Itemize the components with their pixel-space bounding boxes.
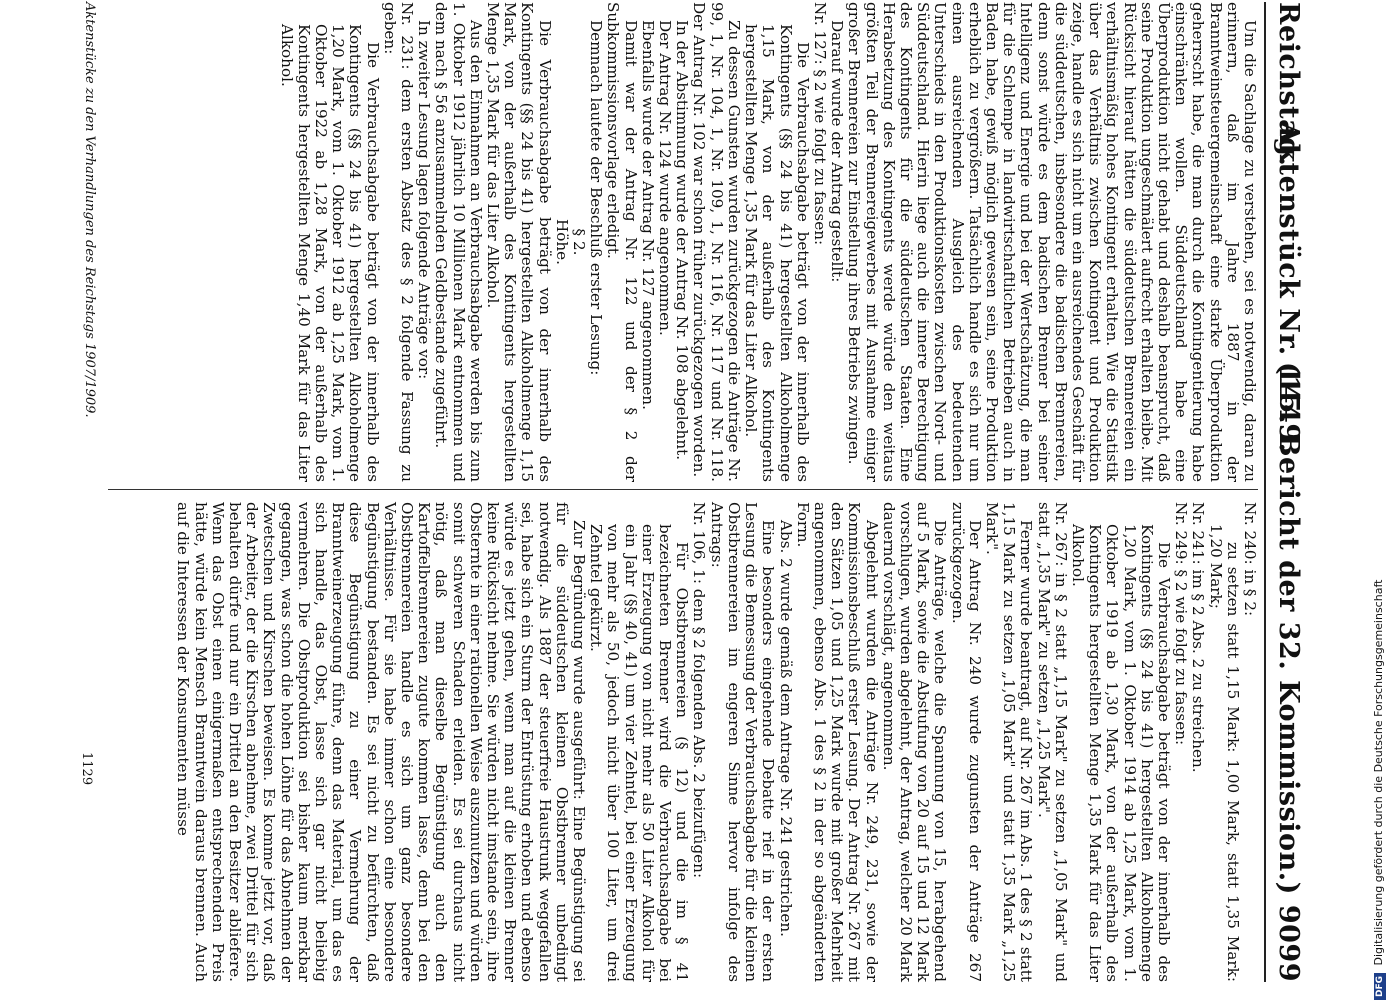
rotated-page-content — [62, 0, 1312, 1002]
paragraph: Nr. 241: im § 2 Abs. 2 zu streichen. — [1189, 502, 1208, 773]
paragraph: Nr. 249: § 2 wie folgt zu fassen: — [1172, 502, 1191, 746]
dfg-logo-icon: DFG — [1374, 973, 1386, 1000]
paragraph: Nr. 106, 1: dem § 2 folgenden Abs. 2 beizufügen: — [690, 502, 709, 879]
paragraph: In der Abstimmung wurde der Antrag Nr. 108 abgelehnt. — [673, 20, 692, 461]
section-subheading: Höhe. — [552, 219, 571, 265]
right-column — [174, 502, 1258, 982]
header-rule — [1264, 2, 1266, 982]
paragraph: Um die Sachlage zu verstehen, sei es notwendig, daran zu erinnern, daß im Jahre 1887 in der Branntweinsteuergemeinschaft eine starke Überproduktion geherrscht habe, die man durch die Kontingentierung habe einschränken wollen. Süddeutschland habe eine Überproduktion nicht gehabt und deshalb beansprucht, daß seine Produktion ungeschmälert aufrecht erhalten bleibe. Mit Rücksicht hierauf hätten die süddeutschen Brennereien ein verhältnismäßig hohes Kontingent erhalten. Wie die Statistik über das Verhältnis zwischen Kontingent und Produktion zeige, handle es sich nicht um ein ausreichendes Geschäft für die süddeutschen, insbesondere die badischen Brennereien, denn sonst würde es dem badischen Brenner bei seiner Intelligenz und Energie und bei der Wertschätzung, die man für die Schlempe in landwirtschaftlichen Betrieben auch in Baden habe, gewiß möglich gewesen sein, seine Produktion erheblich zu vergrößern. Tatsächlich handle es sich nur um einen ausreichenden Ausgleich des bedeutenden Unterschieds in den Produktionskosten zwischen Nord- und Süddeutschland. Hierin liege auch die innere Berechtigung des Kontingents für die süddeutschen Staaten. Eine Herabsetzung des Kontingents werde würde den weitaus größten Teil der Brennereigewerbes mit Ausnahme einiger großer Brennereien zur Einstellung ihres Betriebs zwingen. — [845, 2, 1259, 482]
column-divider — [108, 489, 1258, 490]
paragraph: In zweiter Lesung lagen folgende Anträge vor: — [415, 20, 434, 380]
header-center: Aktenstück Nr. 1449. — [1273, 122, 1304, 453]
paragraph: Darauf wurde der Antrag gestellt: — [828, 20, 847, 283]
paragraph: Nr. 240: in § 2: — [1241, 502, 1259, 617]
paragraph: Abgelehnt wurden die Anträge Nr. 249, 231, sowie der Kommissionsbeschluß erster Lesung. Der Antrag Nr. 267 mit den Sätzen 1,05 und 1,25 Mark wurde mit großer Mehrheit angenommen, ebenso Abs. 1 des § 2 in der so abgeänderten Form. — [793, 502, 881, 982]
paragraph: Eine besonders eingehende Debatte rief in der ersten Lesung die Bemessung der Verbrauchsabgabe für die kleinen Obstbrennereien im engeren Sinne hervor infolge des Antrags: — [707, 502, 778, 982]
paragraph: zu setzen statt 1,15 Mark: 1,00 Mark, statt 1,35 Mark: 1,20 Mark; — [1206, 524, 1242, 982]
paragraph: Ferner wurde beantragt, auf Nr. 267 im Abs. 1 des § 2 statt 1,15 Mark zu setzen „1,05 Mark" und statt 1,35 Mark „1,25 Mark". — [982, 502, 1036, 982]
paragraph: Damit war der Antrag Nr. 122 und der § 2 der Subkommissionsvorlage erledigt. — [604, 2, 640, 482]
paragraph: Demnach lautete der Beschluß erster Lesung: — [587, 20, 606, 376]
paragraph: Zu dessen Gunsten wurden zurückgezogen die Anträge Nr. 99, 1, Nr. 104, 1, Nr. 109, 1, Nr. 116, Nr. 117 und Nr. 118. Der Antrag Nr. 102 war schon früher zurückgezogen worden. — [690, 2, 743, 482]
paragraph: Für Obstbrennereien (§ 12) und die im § 41 bezeichneten Brenner wird die Verbrauchsabgabe bei einer Erzeugung von nicht mehr als 50 Liter Alkohol für ein Jahr (§§ 40, 41) um vier Zehntel, bei einer Erzeugung von mehr als 50, jedoch nicht über 100 Liter, um drei Zehntel gekürzt. — [587, 524, 692, 982]
header-page-number: 9099 — [1273, 904, 1304, 982]
paragraph: Die Anträge, welche die Spannung von 15, herabgehend auf 5 Mark, sowie die Abstufung von 20 auf 15 und 12 Mark vorschlugen, wurden abgelehnt, der Antrag, welcher 20 Mark dauernd vorschlägt, angenommen. — [879, 502, 950, 982]
paragraph: Nr. 127: § 2 wie folgt zu fassen: — [810, 2, 829, 246]
paragraph: Der Antrag Nr. 240 wurde zugunsten der Anträge 267 zurückgezogen. — [948, 502, 984, 982]
header-left: Reichstag. — [1273, 2, 1304, 167]
funding-note: Digitalisierung gefördert durch die Deutsche Forschungsgemeinschaft — [1372, 579, 1385, 966]
footer-page-number: 1129 — [79, 752, 94, 786]
header-right: (15. Bericht der 32. Kommission.) — [1273, 362, 1304, 895]
funding-sidebar — [1372, 580, 1386, 1000]
footer-left: Aktenstücke zu den Verhandlungen des Reichstags 1907/1909. — [82, 2, 97, 418]
paragraph: Die Verbrauchsabgabe beträgt von der innerhalb des Kontingents (§§ 24 bis 41) hergestellten Alkoholmenge 1,15 Mark, von der außerhalb des Kontingents hergestellten Menge 1,35 Mark für das Liter Alkohol. — [742, 24, 812, 482]
paragraph: Der Antrag Nr. 124 wurde angenommen. — [656, 20, 675, 336]
paragraph: Aus den Einnahmen an Verbrauchsabgabe werden bis zum 1. Oktober 1912 jährlich 10 Millionen Mark entnommen und dem nach § 56 anzusammelnden Geldbestande zugeführt. — [432, 2, 485, 482]
paragraph: Die Verbrauchsabgabe beträgt von der innerhalb des Kontingents (§§ 24 bis 41) hergestellten Alkoholmenge 1,20 Mark, vom 1. Oktober 1912 ab 1,25 Mark, vom 1. Oktober 1922 ab 1,28 Mark, von der außerhalb des Kontingents hergestellten Menge 1,40 Mark für das Liter Alkohol. — [277, 24, 382, 482]
paragraph: Nr. 231: dem ersten Absatz des § 2 folgende Fassung zu geben: — [380, 2, 417, 482]
page-header — [1270, 2, 1304, 982]
paragraph: Nr. 267: in § 2 statt „1,15 Mark" zu setzen „1,05 Mark" und statt „1,35 Mark" zu setzen „1,25 Mark". — [1034, 502, 1070, 982]
paragraph: Abs. 2 wurde gemäß dem Antrage Nr. 241 gestrichen. — [776, 520, 795, 937]
paragraph: Ebenfalls wurde der Antrag Nr. 127 angenommen. — [638, 20, 657, 410]
paragraph: Die Verbrauchsabgabe beträgt von der innerhalb des Kontingents (§§ 24 bis 41) hergestellten Alkoholmenge 1,15 Mark, von der außerhalb des Kontingents hergestellten Menge 1,35 Mark für das Liter Alkohol. — [484, 2, 554, 482]
paragraph: Zur Begründung wurde ausgeführt: Eine Begünstigung sei für die süddeutschen kleinen Obstbrenner unbedingt notwendig. Als 1887 der steuerfreie Haustrunk weggefallen sei, habe sich ein Sturm der Entrüstung erhoben und ebenso würde es jetzt gehen, wenn man auf die kleinen Brenner keine Rücksicht nehme. Sie würden nicht imstande sein, ihre Obsternte in einer rationellen Weise auszunutzen und würden somit schweren Schaden erleiden. Es sei durchaus nicht nötig, daß man dieselbe Begünstigung auch den Kartoffelbrennereien zugute kommen lasse, denn bei den Obstbrennereien handle es sich um ganz besondere Verhältnisse. Für sie habe immer schon eine besondere Begünstigung bestanden. Es sei nicht zu befürchten, daß diese Begünstigung zu einer Vermehrung der Branntweinerzeugung führe, denn das Material, um das es sich handle, das Obst, lasse sich gar nicht beliebig vermehren. Die Obstproduktion sei bisher kaum merkbar gegangen, was schon die hohen Löhne für das Abnehmen der Zwetschen und Kirschen beweisen. Es komme jetzt vor, daß der Arbeiter, der die Kirschen abnehme, zwei Drittel für sich behalten dürfe und nur ein Drittel an den Besitzer abliefere. Wenn das Obst einen einigermaßen entsprechenden Preis hätte, würde kein Mensch Branntwein daraus brennen. Auch auf die Interessen der Konsumenten müsse — [174, 502, 589, 982]
section-heading: § 2. — [570, 228, 589, 256]
paragraph: Die Verbrauchsabgabe beträgt von der innerhalb des Kontingents (§§ 24 bis 41) hergestellten Alkoholmenge 1,20 Mark, vom 1. Oktober 1914 ab 1,25 Mark, vom 1. Oktober 1919 ab 1,30 Mark, von der außerhalb des Kontingents hergestellten Menge 1,35 Mark für das Liter Alkohol. — [1068, 524, 1173, 982]
left-column — [277, 2, 1258, 482]
